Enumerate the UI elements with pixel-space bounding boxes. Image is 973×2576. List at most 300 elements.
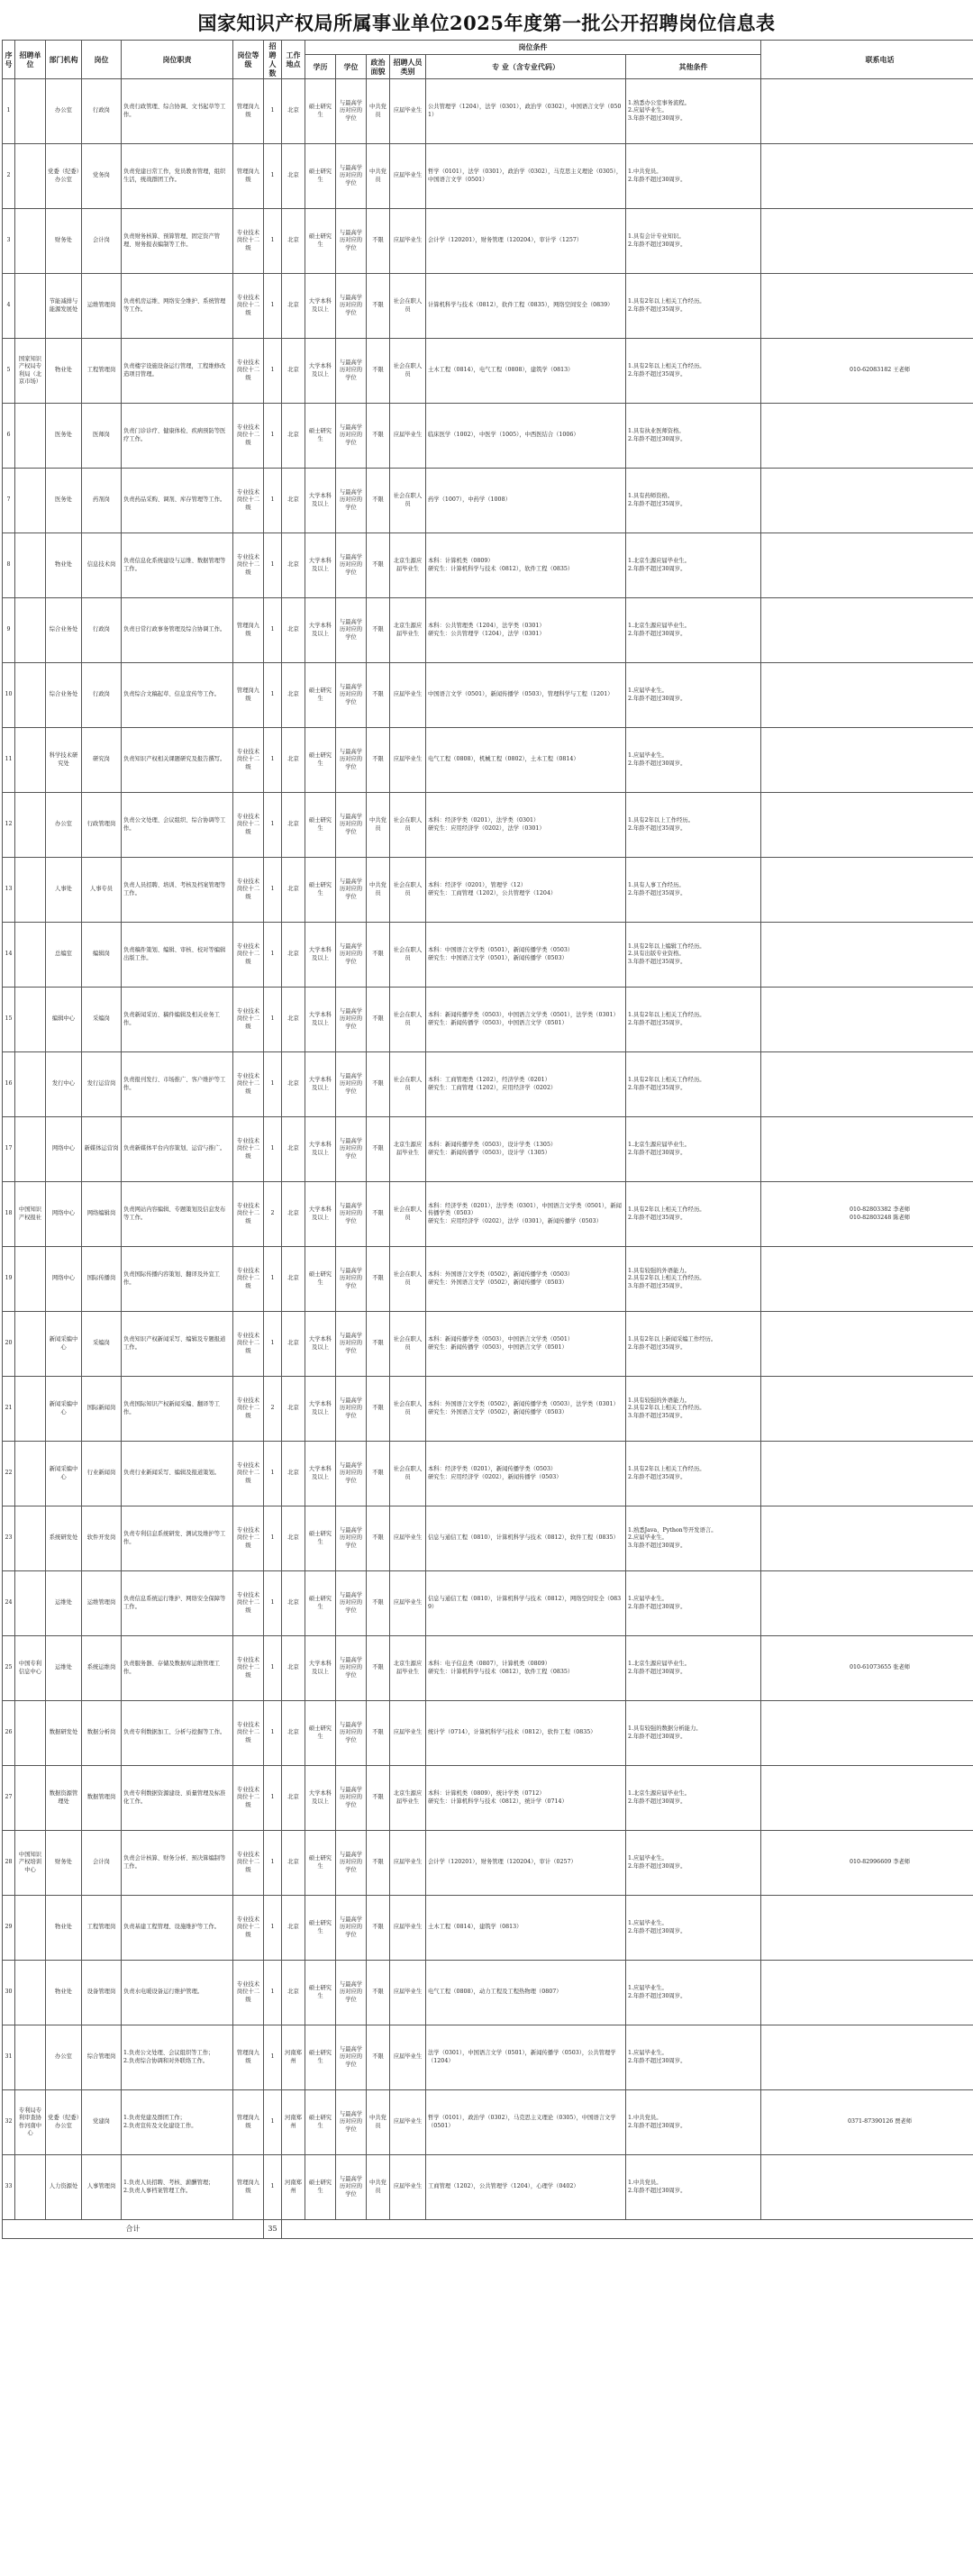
cell-other: 1.应届毕业生。 2.年龄不超过30周岁。 (626, 1896, 761, 1961)
cell-dept: 网络中心 (46, 1117, 82, 1182)
cell-post: 会计岗 (82, 209, 122, 274)
cell-edu: 硕士研究生 (305, 1896, 336, 1961)
cell-major: 本科：外国语言文学类（0502），新闻传播学类（0503），法学类（0301） 研究生：外国语言文学（0502），新闻传播学（0503） (426, 1377, 626, 1442)
cell-unit (15, 1896, 46, 1961)
cell-edu: 大学本科及以上 (305, 1312, 336, 1377)
cell-other: 1.具有2年以上新闻采编工作经历。 2.年龄不超过35周岁。 (626, 1312, 761, 1377)
cell-location: 北京 (282, 1701, 305, 1766)
cell-other: 1.具有2年以上相关工作经历。 2.年龄不超过35周岁。 (626, 339, 761, 404)
cell-level: 专业技术岗位十二级 (233, 1442, 264, 1506)
cell-other: 1.应届毕业生。 2.年龄不超过30周岁。 (626, 1961, 761, 2025)
cell-seq: 5 (3, 339, 15, 404)
header-post: 岗位 (82, 41, 122, 79)
cell-political: 不限 (367, 2025, 390, 2090)
cell-seq: 17 (3, 1117, 15, 1182)
cell-degree: 与最高学历对应的学位 (336, 209, 367, 274)
cell-seq: 21 (3, 1377, 15, 1442)
cell-other: 1.熟悉Java、Python等开发语言。 2.应届毕业生。 3.年龄不超过30周岁。 (626, 1506, 761, 1571)
cell-major: 临床医学（1002），中医学（1005），中西医结合（1006） (426, 404, 626, 469)
cell-location: 北京 (282, 858, 305, 923)
cell-location: 北京 (282, 1182, 305, 1247)
cell-edu: 硕士研究生 (305, 1506, 336, 1571)
cell-degree: 与最高学历对应的学位 (336, 1377, 367, 1442)
cell-other: 1.北京生源应届毕业生。 2.年龄不超过30周岁。 (626, 533, 761, 598)
cell-seq: 29 (3, 1896, 15, 1961)
cell-count: 1 (264, 598, 282, 663)
cell-contact (761, 144, 973, 209)
cell-major: 土木工程（0814），电气工程（0808），建筑学（0813） (426, 339, 626, 404)
table-row (3, 1571, 973, 1636)
cell-dept: 数据研发处 (46, 1701, 82, 1766)
cell-level: 专业技术岗位十二级 (233, 1312, 264, 1377)
cell-post: 人事专员 (82, 858, 122, 923)
cell-degree: 与最高学历对应的学位 (336, 1636, 367, 1701)
cell-level: 专业技术岗位十二级 (233, 209, 264, 274)
cell-degree: 与最高学历对应的学位 (336, 1766, 367, 1831)
header-major: 专 业（含专业代码） (426, 54, 626, 78)
cell-post: 运维管理岗 (82, 274, 122, 339)
cell-political: 不限 (367, 1831, 390, 1896)
cell-unit (15, 663, 46, 728)
cell-level: 专业技术岗位十二级 (233, 1182, 264, 1247)
cell-duty: 负责国际传播内容策划、翻译及外宣工作。 (122, 1247, 233, 1312)
cell-dept: 人力资源处 (46, 2155, 82, 2220)
cell-contact (761, 1377, 973, 1442)
cell-edu: 硕士研究生 (305, 1701, 336, 1766)
cell-category: 应届毕业生 (390, 2025, 426, 2090)
cell-contact (761, 1571, 973, 1636)
cell-seq: 7 (3, 469, 15, 533)
cell-duty: 负责公文处理、会议组织、综合协调等工作。 (122, 793, 233, 858)
footer-label: 合计 (3, 2220, 264, 2239)
cell-count: 1 (264, 209, 282, 274)
cell-post: 设备管理岗 (82, 1961, 122, 2025)
cell-level: 管理岗九级 (233, 79, 264, 144)
cell-degree: 与最高学历对应的学位 (336, 469, 367, 533)
cell-contact: 0371-87390126 贾老师 (761, 2090, 973, 2155)
cell-degree: 与最高学历对应的学位 (336, 1247, 367, 1312)
cell-seq: 2 (3, 144, 15, 209)
cell-political: 中共党员 (367, 793, 390, 858)
cell-post: 党务岗 (82, 144, 122, 209)
cell-degree: 与最高学历对应的学位 (336, 1896, 367, 1961)
cell-unit (15, 209, 46, 274)
cell-location: 北京 (282, 793, 305, 858)
cell-dept: 编辑中心 (46, 988, 82, 1052)
cell-contact (761, 858, 973, 923)
cell-political: 不限 (367, 404, 390, 469)
cell-political: 不限 (367, 1247, 390, 1312)
cell-dept: 医务处 (46, 404, 82, 469)
cell-post: 工程管理岗 (82, 1896, 122, 1961)
cell-contact (761, 1312, 973, 1377)
cell-location: 北京 (282, 274, 305, 339)
footer-total: 35 (264, 2220, 282, 2239)
table-row (3, 469, 973, 533)
cell-major: 电气工程（0808），动力工程及工程热物理（0807） (426, 1961, 626, 2025)
cell-major: 本科：电子信息类（0807），计算机类（0809） 研究生：计算机科学与技术（0812），软件工程（0835） (426, 1636, 626, 1701)
cell-location: 北京 (282, 209, 305, 274)
cell-unit (15, 858, 46, 923)
cell-duty: 负责知识产权相关课题研究及报告撰写。 (122, 728, 233, 793)
cell-location: 北京 (282, 1961, 305, 2025)
cell-degree: 与最高学历对应的学位 (336, 533, 367, 598)
header-dept: 部门机构 (46, 41, 82, 79)
cell-contact (761, 1701, 973, 1766)
cell-category: 应届毕业生 (390, 404, 426, 469)
cell-category: 应届毕业生 (390, 663, 426, 728)
cell-contact: 010-82803382 李老师 010-82803248 陈老师 (761, 1182, 973, 1247)
cell-location: 北京 (282, 1052, 305, 1117)
table-row (3, 2155, 973, 2220)
cell-major: 本科：工商管理类（1202），经济学类（0201） 研究生：工商管理（1202），应用经济学（0202） (426, 1052, 626, 1117)
cell-political: 不限 (367, 1636, 390, 1701)
table-row (3, 923, 973, 988)
cell-category: 社会在职人员 (390, 469, 426, 533)
cell-major: 药学（1007），中药学（1008） (426, 469, 626, 533)
cell-category: 社会在职人员 (390, 1182, 426, 1247)
cell-location: 北京 (282, 1442, 305, 1506)
cell-contact (761, 274, 973, 339)
footer-blank (282, 2220, 973, 2239)
cell-duty: 负责人员招聘、培训、考核及档案管理等工作。 (122, 858, 233, 923)
cell-other: 1.应届毕业生。 2.年龄不超过30周岁。 (626, 728, 761, 793)
cell-degree: 与最高学历对应的学位 (336, 598, 367, 663)
cell-location: 北京 (282, 404, 305, 469)
cell-unit (15, 274, 46, 339)
cell-unit (15, 2155, 46, 2220)
cell-unit (15, 598, 46, 663)
cell-post: 党建岗 (82, 2090, 122, 2155)
cell-level: 专业技术岗位十二级 (233, 1571, 264, 1636)
cell-edu: 大学本科及以上 (305, 1182, 336, 1247)
cell-major: 统计学（0714），计算机科学与技术（0812），软件工程（0835） (426, 1701, 626, 1766)
cell-political: 不限 (367, 1766, 390, 1831)
cell-political: 不限 (367, 1961, 390, 2025)
cell-unit: 专利局专利审查协作河南中心 (15, 2090, 46, 2155)
cell-contact (761, 2155, 973, 2220)
cell-contact (761, 1961, 973, 2025)
cell-other: 1.具有2年以上相关工作经历。 2.年龄不超过35周岁。 (626, 274, 761, 339)
cell-category: 北京生源应届毕业生 (390, 533, 426, 598)
cell-major: 信息与通信工程（0810），计算机科学与技术（0812），网络空间安全（0839） (426, 1571, 626, 1636)
cell-category: 应届毕业生 (390, 1571, 426, 1636)
cell-degree: 与最高学历对应的学位 (336, 79, 367, 144)
cell-category: 应届毕业生 (390, 209, 426, 274)
cell-seq: 18 (3, 1182, 15, 1247)
cell-major: 工商管理（1202），公共管理学（1204），心理学（0402） (426, 2155, 626, 2220)
cell-duty: 1.负责党建及群团工作； 2.负责宣传及文化建设工作。 (122, 2090, 233, 2155)
cell-category: 北京生源应届毕业生 (390, 1117, 426, 1182)
cell-seq: 30 (3, 1961, 15, 2025)
cell-category: 应届毕业生 (390, 2090, 426, 2155)
cell-duty: 负责楼宇设施设备运行管理，工程维修改造项目管理。 (122, 339, 233, 404)
cell-level: 专业技术岗位十二级 (233, 469, 264, 533)
cell-degree: 与最高学历对应的学位 (336, 339, 367, 404)
cell-count: 1 (264, 1896, 282, 1961)
cell-unit (15, 79, 46, 144)
cell-other: 1.北京生源应届毕业生。 2.年龄不超过30周岁。 (626, 598, 761, 663)
cell-edu: 硕士研究生 (305, 2025, 336, 2090)
cell-contact (761, 988, 973, 1052)
cell-location: 北京 (282, 144, 305, 209)
cell-major: 本科：计算机类（0809），统计学类（0712） 研究生：计算机科学与技术（0812），统计学（0714） (426, 1766, 626, 1831)
cell-unit (15, 1247, 46, 1312)
cell-degree: 与最高学历对应的学位 (336, 1312, 367, 1377)
cell-location: 北京 (282, 663, 305, 728)
cell-post: 行业新闻岗 (82, 1442, 122, 1506)
cell-unit: 中国知识产权培训中心 (15, 1831, 46, 1896)
cell-dept: 办公室 (46, 793, 82, 858)
cell-level: 专业技术岗位十二级 (233, 988, 264, 1052)
cell-location: 河南郑州 (282, 2090, 305, 2155)
cell-contact (761, 598, 973, 663)
cell-seq: 19 (3, 1247, 15, 1312)
cell-count: 1 (264, 533, 282, 598)
cell-level: 管理岗九级 (233, 2155, 264, 2220)
table-row (3, 2025, 973, 2090)
cell-dept: 新闻采编中心 (46, 1312, 82, 1377)
cell-political: 不限 (367, 209, 390, 274)
cell-edu: 硕士研究生 (305, 2090, 336, 2155)
cell-category: 社会在职人员 (390, 1247, 426, 1312)
cell-edu: 硕士研究生 (305, 404, 336, 469)
cell-other: 1.具有2年以上工作经历。 2.年龄不超过35周岁。 (626, 793, 761, 858)
cell-post: 信息技术岗 (82, 533, 122, 598)
cell-count: 1 (264, 144, 282, 209)
cell-political: 不限 (367, 1701, 390, 1766)
cell-major: 本科：经济学类（0201），法学类（0301），中国语言文学类（0501），新闻传播学类（0503） 研究生：应用经济学（0202），法学（0301），新闻传播学（0503） (426, 1182, 626, 1247)
cell-category: 应届毕业生 (390, 144, 426, 209)
cell-political: 不限 (367, 533, 390, 598)
cell-location: 北京 (282, 1571, 305, 1636)
header-unit: 招聘单位 (15, 41, 46, 79)
cell-category: 社会在职人员 (390, 274, 426, 339)
cell-level: 管理岗九级 (233, 144, 264, 209)
cell-post: 软件开发岗 (82, 1506, 122, 1571)
cell-major: 本科：新闻传播学类（0503），中国语言文学类（0501），法学类（0301） 研究生：新闻传播学（0503），中国语言文学（0501） (426, 988, 626, 1052)
cell-political: 不限 (367, 1896, 390, 1961)
cell-seq: 16 (3, 1052, 15, 1117)
cell-dept: 系统研发处 (46, 1506, 82, 1571)
cell-dept: 网络中心 (46, 1182, 82, 1247)
cell-major: 本科：外国语言文学类（0502），新闻传播学类（0503） 研究生：外国语言文学（0502），新闻传播学（0503） (426, 1247, 626, 1312)
cell-count: 1 (264, 728, 282, 793)
cell-major: 中国语言文学（0501），新闻传播学（0503），管理科学与工程（1201） (426, 663, 626, 728)
cell-post: 采编岗 (82, 1312, 122, 1377)
cell-category: 社会在职人员 (390, 1052, 426, 1117)
cell-political: 中共党员 (367, 2090, 390, 2155)
cell-other: 1.北京生源应届毕业生。 2.年龄不超过30周岁。 (626, 1766, 761, 1831)
cell-seq: 24 (3, 1571, 15, 1636)
cell-edu: 硕士研究生 (305, 209, 336, 274)
cell-dept: 网络中心 (46, 1247, 82, 1312)
cell-duty: 负责综合文稿起草、信息宣传等工作。 (122, 663, 233, 728)
cell-duty: 负责专利信息系统研发、测试及维护等工作。 (122, 1506, 233, 1571)
cell-seq: 15 (3, 988, 15, 1052)
cell-edu: 硕士研究生 (305, 79, 336, 144)
cell-major: 电气工程（0808），机械工程（0802），土木工程（0814） (426, 728, 626, 793)
table-row (3, 1247, 973, 1312)
cell-level: 专业技术岗位十二级 (233, 1701, 264, 1766)
table-row (3, 988, 973, 1052)
cell-seq: 1 (3, 79, 15, 144)
cell-degree: 与最高学历对应的学位 (336, 144, 367, 209)
cell-post: 药剂岗 (82, 469, 122, 533)
cell-political: 不限 (367, 1571, 390, 1636)
cell-contact: 010-62083182 王老师 (761, 339, 973, 404)
cell-count: 1 (264, 1052, 282, 1117)
cell-dept: 物业处 (46, 1961, 82, 2025)
cell-count: 1 (264, 2090, 282, 2155)
cell-level: 专业技术岗位十二级 (233, 1052, 264, 1117)
table-row (3, 1701, 973, 1766)
cell-count: 1 (264, 274, 282, 339)
cell-other: 1.具有2年以上相关工作经历。 2.年龄不超过35周岁。 (626, 1052, 761, 1117)
cell-edu: 大学本科及以上 (305, 469, 336, 533)
cell-dept: 综合业务处 (46, 598, 82, 663)
cell-seq: 20 (3, 1312, 15, 1377)
cell-political: 不限 (367, 1442, 390, 1506)
table-row (3, 1442, 973, 1506)
header-contact: 联系电话 (761, 41, 973, 79)
table-row (3, 793, 973, 858)
cell-post: 国际新闻岗 (82, 1377, 122, 1442)
cell-political: 不限 (367, 1377, 390, 1442)
cell-other: 1.中共党员。 2.年龄不超过30周岁。 (626, 144, 761, 209)
cell-major: 本科：中国语言文学类（0501），新闻传播学类（0503） 研究生：中国语言文学（0501），新闻传播学（0503） (426, 923, 626, 988)
cell-dept: 人事处 (46, 858, 82, 923)
cell-location: 北京 (282, 1247, 305, 1312)
cell-level: 管理岗九级 (233, 598, 264, 663)
cell-contact (761, 1442, 973, 1506)
cell-contact (761, 663, 973, 728)
table-row (3, 209, 973, 274)
table-row (3, 1117, 973, 1182)
cell-unit (15, 1442, 46, 1506)
header-conditions: 岗位条件 (305, 41, 761, 55)
cell-contact: 010-82996609 李老师 (761, 1831, 973, 1896)
cell-post: 医师岗 (82, 404, 122, 469)
cell-edu: 硕士研究生 (305, 1571, 336, 1636)
cell-seq: 6 (3, 404, 15, 469)
cell-political: 不限 (367, 598, 390, 663)
cell-dept: 物业处 (46, 339, 82, 404)
cell-major: 本科：经济学（0201），管理学（12） 研究生：工商管理（1202），公共管理学（1204） (426, 858, 626, 923)
cell-major: 信息与通信工程（0810），计算机科学与技术（0812），软件工程（0835） (426, 1506, 626, 1571)
cell-level: 专业技术岗位十二级 (233, 339, 264, 404)
cell-post: 行政岗 (82, 663, 122, 728)
cell-level: 专业技术岗位十二级 (233, 923, 264, 988)
cell-count: 1 (264, 858, 282, 923)
cell-category: 北京生源应届毕业生 (390, 598, 426, 663)
cell-seq: 28 (3, 1831, 15, 1896)
cell-contact (761, 1117, 973, 1182)
cell-dept: 节能减排与能源发展处 (46, 274, 82, 339)
cell-major: 本科：新闻传播学类（0503），中国语言文学类（0501） 研究生：新闻传播学（0503），中国语言文学（0501） (426, 1312, 626, 1377)
cell-contact (761, 923, 973, 988)
cell-category: 应届毕业生 (390, 728, 426, 793)
header-duty: 岗位职责 (122, 41, 233, 79)
cell-political: 不限 (367, 1182, 390, 1247)
table-row (3, 1506, 973, 1571)
cell-unit (15, 923, 46, 988)
cell-duty: 1.负责人员招聘、考核、薪酬管理； 2.负责人事档案管理工作。 (122, 2155, 233, 2220)
cell-seq: 33 (3, 2155, 15, 2220)
cell-location: 北京 (282, 923, 305, 988)
cell-duty: 负责门诊诊疗、健康体检、疾病预防等医疗工作。 (122, 404, 233, 469)
header-other: 其他条件 (626, 54, 761, 78)
cell-unit (15, 988, 46, 1052)
cell-degree: 与最高学历对应的学位 (336, 1571, 367, 1636)
table-row (3, 858, 973, 923)
cell-seq: 4 (3, 274, 15, 339)
cell-contact (761, 1052, 973, 1117)
cell-edu: 硕士研究生 (305, 1247, 336, 1312)
cell-location: 北京 (282, 598, 305, 663)
cell-dept: 党委（纪委）办公室 (46, 144, 82, 209)
cell-other: 1.具有2年以上相关工作经历。 2.年龄不超过35周岁。 (626, 1182, 761, 1247)
cell-level: 专业技术岗位十二级 (233, 274, 264, 339)
cell-duty: 负责服务器、存储及数据库运维管理工作。 (122, 1636, 233, 1701)
cell-major: 本科：计算机类（0809） 研究生：计算机科学与技术（0812），软件工程（0835） (426, 533, 626, 598)
cell-political: 中共党员 (367, 79, 390, 144)
cell-political: 不限 (367, 988, 390, 1052)
cell-dept: 办公室 (46, 79, 82, 144)
cell-dept: 综合业务处 (46, 663, 82, 728)
cell-level: 专业技术岗位十二级 (233, 1506, 264, 1571)
cell-duty: 负责稿件策划、编辑、审核、校对等编辑出版工作。 (122, 923, 233, 988)
cell-count: 1 (264, 1506, 282, 1571)
cell-degree: 与最高学历对应的学位 (336, 1117, 367, 1182)
header-seq: 序号 (3, 41, 15, 79)
cell-contact (761, 1506, 973, 1571)
cell-count: 1 (264, 404, 282, 469)
cell-location: 北京 (282, 339, 305, 404)
cell-other: 1.应届毕业生。 2.年龄不超过30周岁。 (626, 663, 761, 728)
cell-major: 本科：新闻传播学类（0503），设计学类（1305） 研究生：新闻传播学（0503），设计学（1305） (426, 1117, 626, 1182)
cell-political: 不限 (367, 663, 390, 728)
cell-major: 计算机科学与技术（0812），软件工程（0835），网络空间安全（0839） (426, 274, 626, 339)
cell-degree: 与最高学历对应的学位 (336, 1442, 367, 1506)
cell-location: 北京 (282, 1312, 305, 1377)
table-row (3, 1831, 973, 1896)
table-row (3, 1312, 973, 1377)
cell-category: 社会在职人员 (390, 923, 426, 988)
cell-level: 专业技术岗位十二级 (233, 858, 264, 923)
cell-major: 法学（0301），中国语言文学（0501），新闻传播学（0503），公共管理学（1204） (426, 2025, 626, 2090)
cell-seq: 27 (3, 1766, 15, 1831)
cell-duty: 负责机房运维、网络安全维护、系统管理等工作。 (122, 274, 233, 339)
cell-post: 发行运营岗 (82, 1052, 122, 1117)
cell-dept: 物业处 (46, 533, 82, 598)
cell-level: 专业技术岗位十二级 (233, 533, 264, 598)
cell-level: 专业技术岗位十二级 (233, 1117, 264, 1182)
table-row (3, 663, 973, 728)
cell-edu: 硕士研究生 (305, 663, 336, 728)
cell-count: 1 (264, 1701, 282, 1766)
cell-unit (15, 469, 46, 533)
table-row (3, 1636, 973, 1701)
cell-major: 哲学（0101），法学（0301），政治学（0302），马克思主义理论（0305），中国语言文学（0501） (426, 144, 626, 209)
cell-political: 不限 (367, 923, 390, 988)
cell-post: 综合管理岗 (82, 2025, 122, 2090)
cell-duty: 负责报刊发行、市场推广、客户维护等工作。 (122, 1052, 233, 1117)
cell-count: 1 (264, 1117, 282, 1182)
cell-contact (761, 469, 973, 533)
cell-duty: 负责行政管理、综合协调、文书起草等工作。 (122, 79, 233, 144)
cell-duty: 负责日常行政事务管理及综合协调工作。 (122, 598, 233, 663)
